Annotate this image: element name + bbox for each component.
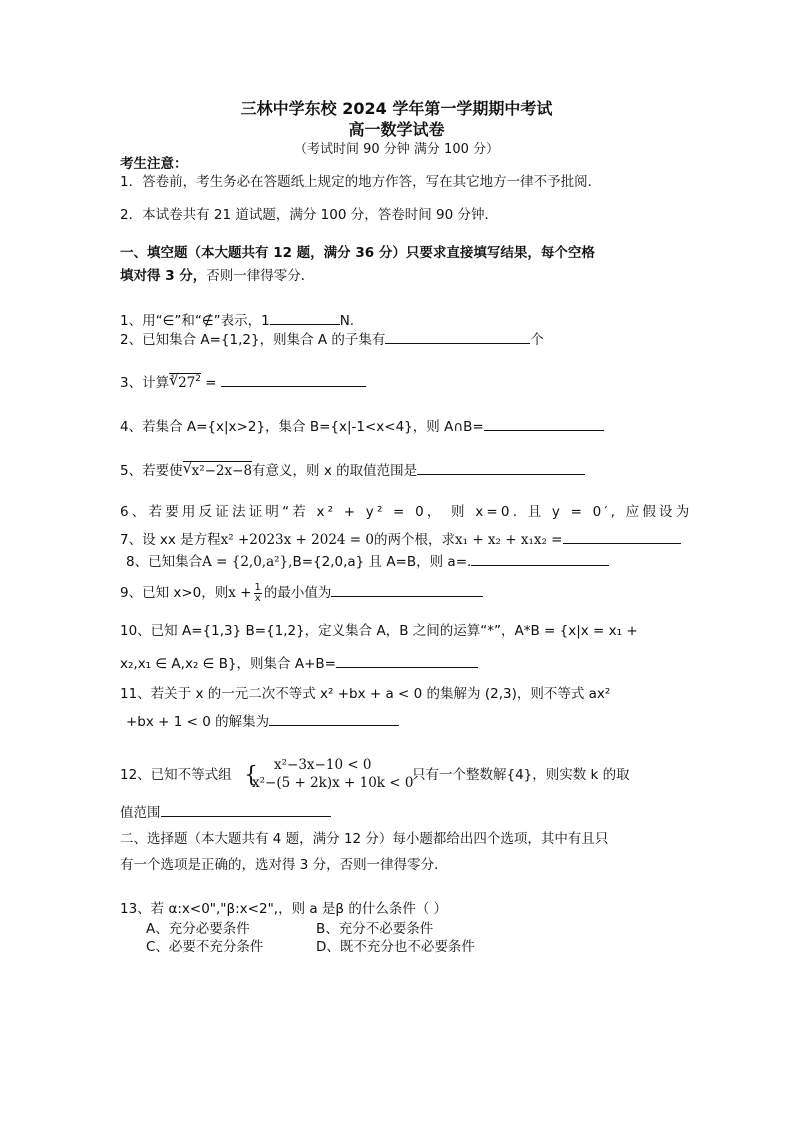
question-5 [120, 460, 585, 480]
notice-heading: 考生注意： [120, 156, 188, 172]
question-12-rest: 只有一个整数解{4}，则实数 k 的取 [412, 767, 630, 783]
q13-option-a[interactable]: A、充分必要条件 [146, 921, 250, 937]
q7-answer-blank[interactable] [563, 529, 681, 544]
exam-time-info: （考试时间 90 分钟 满分 100 分） [293, 142, 500, 157]
q1-set: N. [339, 313, 355, 329]
q9-numerator: 1 [254, 581, 261, 593]
q7-expression: x₁ + x₂ + x₁x₂ = [455, 532, 563, 548]
q12-inequality-system [244, 757, 414, 797]
q1-stem: 1、用“∈”和“∉”表示， [120, 313, 262, 329]
question-12-line2 [120, 802, 331, 822]
q3-root-index: 3 [169, 372, 175, 381]
q2-unit: 个 [530, 332, 544, 348]
q5-answer-blank[interactable] [417, 460, 585, 475]
q12-inequality-1: x²−3x−10 < 0 [274, 757, 372, 773]
q4-stem: 4、若集合 A={x|x>2}，集合 B={x|-1<x<4}，则 A∩B= [120, 419, 484, 435]
question-3 [120, 372, 366, 392]
q9-stem-rest: 的最小值为 [263, 585, 332, 601]
section2-heading-line2: 有一个选项是正确的，选对得 3 分，否则一律得零分． [120, 857, 448, 873]
q8-set-a: A = {2,0,a²}, [202, 554, 293, 570]
q2-answer-blank[interactable] [385, 329, 530, 344]
section1-heading [120, 244, 595, 262]
section1-heading-bold2: 填对得 3 分， [120, 268, 207, 284]
q12-stem: 值范围 [120, 805, 161, 821]
question-1 [120, 310, 354, 330]
section1-heading-bold: 一、填空题（本大题共有 12 题，满分 36 分）只要求直接填写结果，每个空格 [120, 245, 595, 261]
q9-fraction [254, 583, 262, 604]
q5-stem-rest: 有意义，则 x 的取值范围是 [252, 463, 418, 479]
q3-stem: 3、计算 [120, 375, 170, 391]
q12-inequality-2: x²−(5 + 2k)x + 10k < 0 [252, 775, 414, 791]
question-4 [120, 416, 604, 436]
q8-answer-blank[interactable] [471, 551, 609, 566]
q3-radicand: 27 [178, 375, 196, 391]
q9-denominator: x [254, 592, 261, 604]
section2-heading-line1: 二、选择题（本大题共有 4 题，满分 12 分）每小题都给出四个选项，其中有且只 [120, 831, 609, 847]
q8-stem: 8、已知集合 [126, 554, 203, 570]
section1-heading-line2 [120, 267, 314, 285]
question-7 [120, 529, 681, 549]
q8-set-b: B={2,0,a} [292, 554, 365, 570]
notice-item-1: 1．答卷前，考生务必在答题纸上规定的地方作答，写在其它地方一律不予批阅． [120, 174, 602, 190]
q9-stem: 9、已知 x>0，则 [120, 585, 229, 601]
q1-answer-blank[interactable] [270, 310, 340, 325]
q12-left-brace: { [244, 763, 258, 788]
question-13: 13、若 α:x<0","β:x<2",，则 a 是β 的什么条件（ ） [120, 901, 448, 917]
q7-equation: x² +2023x + 2024 = 0 [220, 532, 374, 548]
q11-answer-blank[interactable] [269, 711, 399, 726]
q5-stem: 5、若要使 [120, 463, 183, 479]
q3-answer-blank[interactable] [221, 372, 366, 387]
question-2 [120, 329, 544, 349]
q3-exponent: 2 [195, 374, 202, 384]
q12-answer-blank[interactable] [161, 802, 331, 817]
q11-stem: +bx + 1 < 0 的解集为 [126, 714, 270, 730]
q7-stem: 7、设 xx 是方程 [120, 532, 221, 548]
q5-radicand: x²−2x−8 [191, 463, 253, 479]
q13-option-b[interactable]: B、充分不必要条件 [316, 921, 434, 937]
question-11-line1: 11、若关于 x 的一元二次不等式 x² +bx + a < 0 的集解为 (2,3)，则不等式 ax² [120, 686, 611, 702]
question-8 [126, 551, 609, 571]
section1-heading-rest: 否则一律得零分． [206, 268, 315, 284]
q1-element: 1 [261, 313, 270, 329]
q9-variable: x + [228, 585, 252, 601]
q13-option-d[interactable]: D、既不充分也不必要条件 [316, 939, 475, 955]
q9-answer-blank[interactable] [331, 582, 483, 597]
q13-option-c[interactable]: C、必要不充分条件 [146, 939, 264, 955]
exam-subject: 高一数学试卷 [348, 120, 445, 139]
q10-stem: x₂,x₁ ∈ A,x₂ ∈ B}，则集合 A+B= [120, 656, 336, 672]
q8-stem-rest: 且 A=B，则 a=. [364, 554, 472, 570]
q10-answer-blank[interactable] [336, 653, 478, 668]
question-12-label: 12、已知不等式组 [120, 767, 232, 783]
q2-stem: 2、已知集合 A={1,2}，则集合 A 的子集有 [120, 332, 386, 348]
question-9 [120, 582, 483, 604]
question-10-line2 [120, 653, 478, 673]
notice-item-2: 2．本试卷共有 21 道试题，满分 100 分，答卷时间 90 分钟． [120, 207, 498, 223]
exam-title: 三林中学东校 2024 学年第一学期期中考试 [240, 99, 553, 118]
question-6: 6、若要用反证法证明“若 x² + y² = 0， 则 x=0. 且 y = 0′, 应假设为 [120, 504, 693, 520]
q5-radical [183, 461, 252, 480]
q3-equals: = [201, 375, 221, 391]
q7-stem-mid: 的两个根，求 [374, 532, 455, 548]
q3-radical [169, 373, 201, 392]
q4-answer-blank[interactable] [484, 416, 604, 431]
question-10-line1: 10、已知 A={1,3} B={1,2}，定义集合 A，B 之间的运算“*”，A*B = {x|x = x₁ + [120, 623, 638, 639]
question-11-line2 [126, 711, 399, 731]
